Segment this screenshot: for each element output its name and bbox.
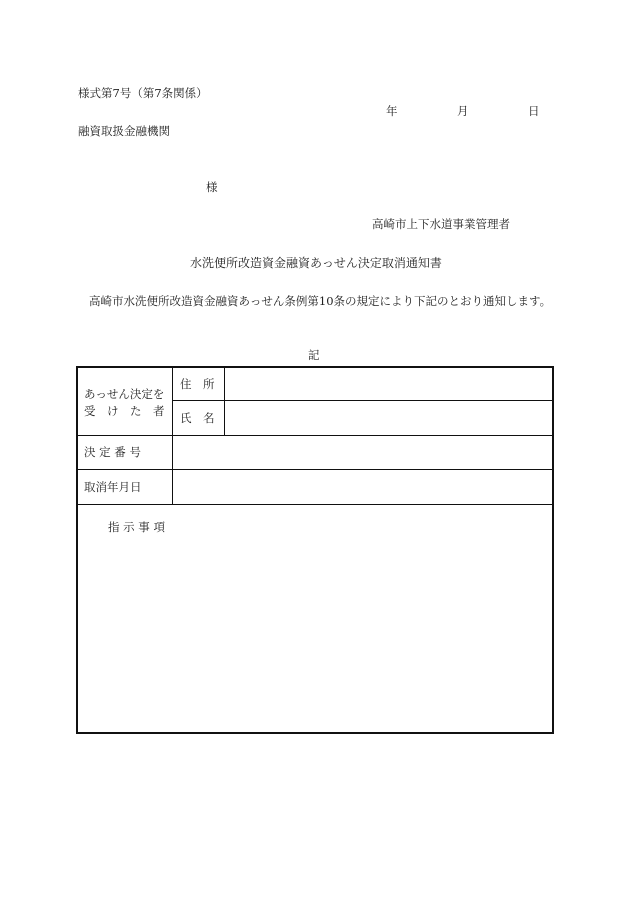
date-day-label: 日	[528, 104, 540, 118]
cancel-date-label: 取消年月日	[84, 480, 142, 494]
recipient-institution: 融資取扱金融機関	[78, 124, 170, 138]
decision-number-label: 決 定 番 号	[84, 445, 141, 459]
recipient-honorific: 様	[206, 180, 218, 194]
name-label: 氏 名	[180, 411, 215, 425]
label-column-divider	[172, 368, 173, 504]
sublabel-column-divider	[224, 368, 225, 435]
address-label: 住 所	[180, 377, 215, 391]
date-year-label: 年	[386, 104, 398, 118]
row-divider-recipient	[78, 435, 554, 436]
notice-form-table	[76, 366, 554, 734]
ki-heading: 記	[308, 348, 320, 362]
date-month-label: 月	[457, 104, 469, 118]
body-text: 高崎市水洗便所改造資金融資あっせん条例第10条の規定により下記のとおり通知します。	[89, 294, 552, 308]
document-title: 水洗便所改造資金融資あっせん決定取消通知書	[190, 256, 442, 270]
instructions-label: 指 示 事 項	[108, 520, 165, 534]
row-divider-cancel-date	[78, 504, 554, 505]
issuer-name: 高崎市上下水道事業管理者	[372, 217, 510, 231]
form-number: 様式第7号（第7条関係）	[78, 86, 208, 100]
recipient-label-line2: 受 け た 者	[84, 404, 165, 418]
row-divider-decision	[78, 469, 554, 470]
recipient-label-line1: あっせん決定を	[84, 387, 165, 401]
row-divider-address-name	[172, 400, 554, 401]
